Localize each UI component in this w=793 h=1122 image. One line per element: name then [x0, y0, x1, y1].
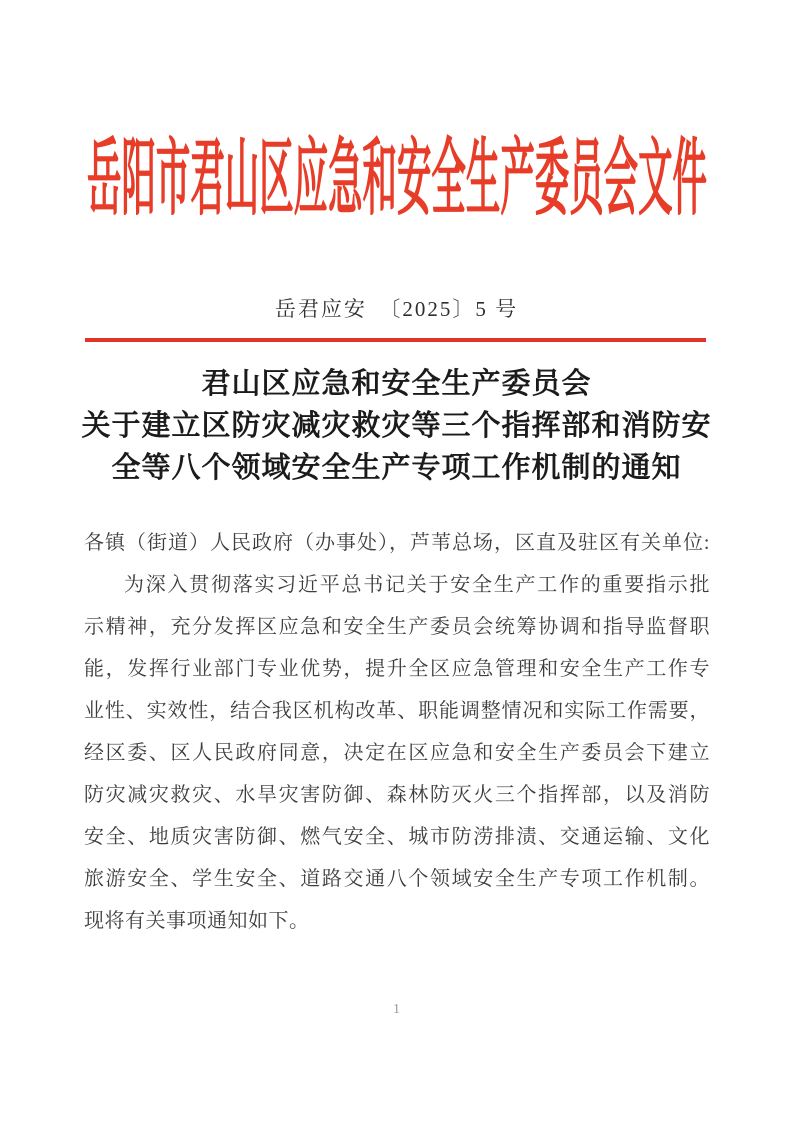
body-text-line: 旅游安全、学生安全、道路交通八个领域安全生产专项工作机制。 [84, 868, 710, 890]
body-text-line: 防灾减灾救灾、水旱灾害防御、森林防灭火三个指挥部，以及消防 [84, 784, 710, 806]
issuing-authority-title: 岳阳市君山区应急和安全生产委员会文件 [86, 133, 707, 226]
document-number: 岳君应安 〔2025〕5 号 [274, 297, 519, 321]
body-text-line: 业性、实效性，结合我区机构改革、职能调整情况和实际工作需要， [84, 700, 710, 722]
body-text-line: 经区委、区人民政府同意，决定在区应急和安全生产委员会下建立 [84, 742, 710, 764]
body-text-line: 安全、地质灾害防御、燃气安全、城市防涝排渍、交通运输、文化 [84, 826, 710, 848]
salutation-line: 各镇（街道）人民政府（办事处），芦苇总场，区直及驻区有关单位: [84, 532, 710, 554]
page-number: 1 [393, 1002, 400, 1017]
document-body [84, 522, 710, 942]
document-title-line: 全等八个领域安全生产专项工作机制的通知 [111, 452, 682, 484]
body-text-line: 能，发挥行业部门专业优势，提升全区应急管理和安全生产工作专 [84, 658, 710, 680]
red-header-banner [0, 133, 793, 234]
document-title [0, 363, 793, 489]
document-title-line: 关于建立区防灾减灾救灾等三个指挥部和消防安 [81, 410, 712, 442]
body-text-line: 现将有关事项通知如下。 [84, 910, 310, 932]
body-text-line: 示精神，充分发挥区应急和安全生产委员会统筹协调和指导监督职 [84, 616, 710, 638]
body-text-line: 为深入贯彻落实习近平总书记关于安全生产工作的重要指示批 [124, 574, 710, 596]
red-divider-line [85, 338, 706, 342]
document-title-line: 君山区应急和安全生产委员会 [201, 368, 592, 400]
